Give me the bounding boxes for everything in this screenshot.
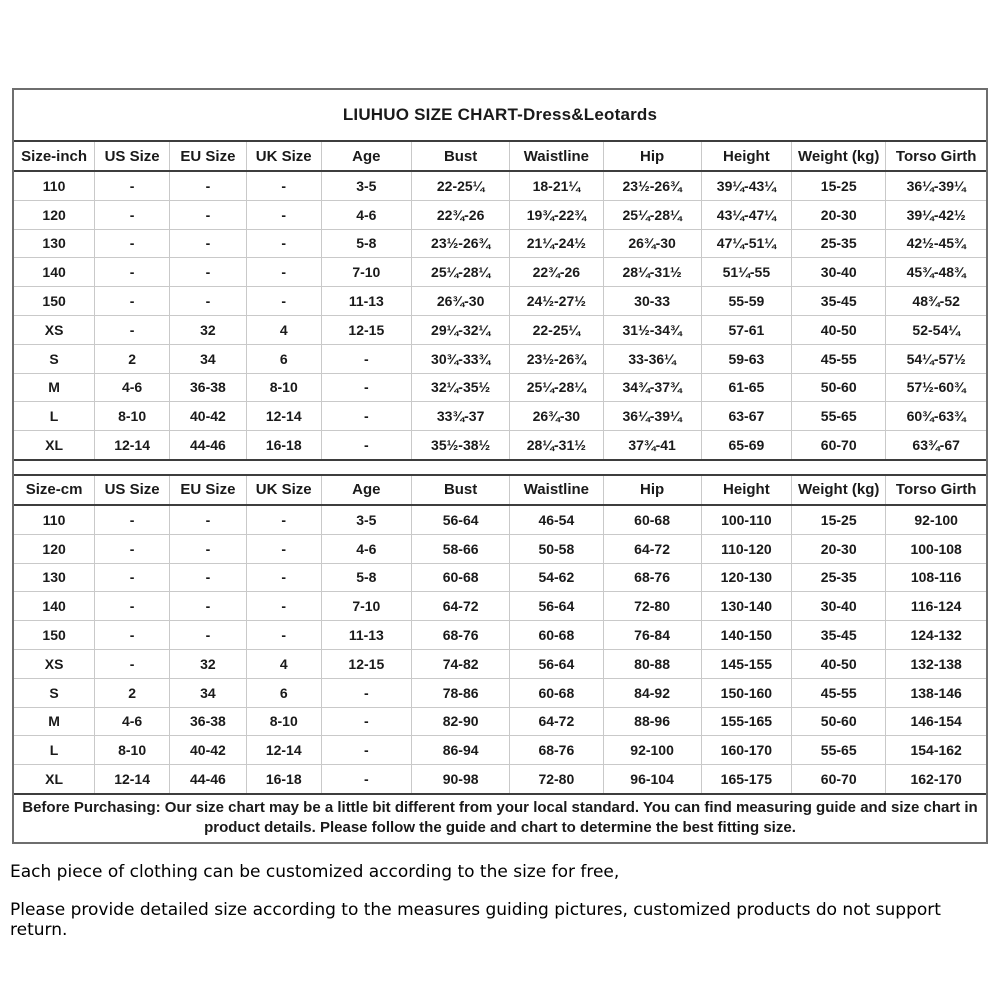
table-cell: - [95, 534, 170, 563]
table-cell: 45-55 [792, 678, 886, 707]
table-row [14, 258, 986, 287]
table-cell: 7-10 [321, 592, 411, 621]
table-cell: 92-100 [603, 736, 701, 765]
table-cell: 11-13 [321, 287, 411, 316]
table-cell: 160-170 [701, 736, 791, 765]
column-header-age: Age [321, 142, 411, 171]
table-cell: 39¼-43¼ [701, 171, 791, 200]
table-cell: 65-69 [701, 431, 791, 460]
table-cell: - [95, 563, 170, 592]
table-cell: 7-10 [321, 258, 411, 287]
table-cell: 25-35 [792, 229, 886, 258]
column-header-uk-size: UK Size [246, 476, 321, 505]
table-cell: 22¾-26 [510, 258, 603, 287]
table-cell: 12-14 [95, 765, 170, 794]
table-cell: M [14, 707, 95, 736]
table-cell: 22¾-26 [412, 200, 510, 229]
table-cell: - [321, 678, 411, 707]
inch-header-row [14, 142, 986, 171]
table-cell: 90-98 [412, 765, 510, 794]
table-cell: 28¼-31½ [510, 431, 603, 460]
table-cell: - [246, 534, 321, 563]
table-cell: - [246, 229, 321, 258]
table-cell: 130 [14, 563, 95, 592]
table-cell: 56-64 [412, 505, 510, 534]
table-cell: 54-62 [510, 563, 603, 592]
table-cell: - [170, 200, 247, 229]
table-cell: - [321, 707, 411, 736]
table-cell: 33-36¼ [603, 344, 701, 373]
table-cell: 76-84 [603, 621, 701, 650]
table-cell: 44-46 [170, 765, 247, 794]
table-cell: - [95, 505, 170, 534]
table-row [14, 505, 986, 534]
table-cell: 64-72 [412, 592, 510, 621]
table-cell: 30-33 [603, 287, 701, 316]
table-cell: 48¾-52 [886, 287, 986, 316]
table-cell: 25¼-28¼ [412, 258, 510, 287]
table-cell: 3-5 [321, 171, 411, 200]
table-cell: 60-68 [510, 678, 603, 707]
table-cell: 23½-26¾ [412, 229, 510, 258]
table-cell: - [246, 621, 321, 650]
table-cell: 138-146 [886, 678, 986, 707]
table-row [14, 649, 986, 678]
table-cell: 60-70 [792, 431, 886, 460]
table-row [14, 373, 986, 402]
table-cell: 34 [170, 678, 247, 707]
table-cell: 150 [14, 287, 95, 316]
table-cell: 8-10 [246, 373, 321, 402]
table-cell: 32¼-35½ [412, 373, 510, 402]
table-cell: XS [14, 315, 95, 344]
table-cell: 22-25¼ [510, 315, 603, 344]
table-cell: - [246, 258, 321, 287]
table-cell: 43¼-47¼ [701, 200, 791, 229]
table-cell: S [14, 678, 95, 707]
table-cell: 140-150 [701, 621, 791, 650]
column-header-torso-girth: Torso Girth [886, 142, 986, 171]
table-cell: 57-61 [701, 315, 791, 344]
table-cell: 46-54 [510, 505, 603, 534]
table-cell: 140 [14, 592, 95, 621]
table-cell: 60-68 [412, 563, 510, 592]
table-cell: 4-6 [95, 707, 170, 736]
table-cell: 30¾-33¾ [412, 344, 510, 373]
table-cell: 116-124 [886, 592, 986, 621]
table-cell: 130-140 [701, 592, 791, 621]
table-cell: 32 [170, 649, 247, 678]
table-cell: 108-116 [886, 563, 986, 592]
table-cell: 22-25¼ [412, 171, 510, 200]
table-cell: 56-64 [510, 592, 603, 621]
table-cell: 19¾-22¾ [510, 200, 603, 229]
table-cell: 52-54¼ [886, 315, 986, 344]
table-cell: 100-108 [886, 534, 986, 563]
table-cell: 4-6 [321, 200, 411, 229]
table-cell: - [321, 373, 411, 402]
table-cell: 50-58 [510, 534, 603, 563]
table-cell: - [95, 315, 170, 344]
table-cell: 4 [246, 315, 321, 344]
table-cell: 16-18 [246, 431, 321, 460]
table-cell: 8-10 [246, 707, 321, 736]
table-cell: 64-72 [603, 534, 701, 563]
column-header-hip: Hip [603, 142, 701, 171]
table-cell: 26¾-30 [510, 402, 603, 431]
table-cell: - [321, 402, 411, 431]
table-cell: 130 [14, 229, 95, 258]
table-cell: 51¼-55 [701, 258, 791, 287]
table-cell: 45¾-48¾ [886, 258, 986, 287]
table-cell: - [321, 736, 411, 765]
table-cell: 110-120 [701, 534, 791, 563]
table-cell: - [246, 171, 321, 200]
column-header-hip: Hip [603, 476, 701, 505]
table-cell: 8-10 [95, 402, 170, 431]
customization-note-line2: Please provide detailed size according to the measures guiding pictures, customized products do not support return. [10, 900, 941, 940]
table-row [14, 592, 986, 621]
table-cell: M [14, 373, 95, 402]
table-cell: 12-15 [321, 315, 411, 344]
table-row [14, 765, 986, 794]
table-cell: 5-8 [321, 563, 411, 592]
table-cell: 16-18 [246, 765, 321, 794]
table-cell: 72-80 [603, 592, 701, 621]
table-cell: 4-6 [95, 373, 170, 402]
column-header-us-size: US Size [95, 476, 170, 505]
table-cell: 47¼-51¼ [701, 229, 791, 258]
table-cell: 150 [14, 621, 95, 650]
table-cell: 58-66 [412, 534, 510, 563]
table-cell: 8-10 [95, 736, 170, 765]
chart-title: LIUHUO SIZE CHART-Dress&Leotards [14, 90, 986, 142]
table-cell: 55-65 [792, 736, 886, 765]
table-cell: 64-72 [510, 707, 603, 736]
column-header-uk-size: UK Size [246, 142, 321, 171]
table-cell: 86-94 [412, 736, 510, 765]
table-cell: 96-104 [603, 765, 701, 794]
column-header-weight-kg: Weight (kg) [792, 476, 886, 505]
column-header-weight-kg: Weight (kg) [792, 142, 886, 171]
table-cell: 4 [246, 649, 321, 678]
table-cell: 54¼-57½ [886, 344, 986, 373]
table-cell: 60-70 [792, 765, 886, 794]
table-cell: 82-90 [412, 707, 510, 736]
table-cell: 57½-60¾ [886, 373, 986, 402]
table-cell: 78-86 [412, 678, 510, 707]
table-cell: 21¼-24½ [510, 229, 603, 258]
table-cell: 88-96 [603, 707, 701, 736]
table-cell: - [246, 505, 321, 534]
table-cell: - [95, 258, 170, 287]
table-cell: 35½-38½ [412, 431, 510, 460]
table-cell: 60-68 [603, 505, 701, 534]
table-cell: 36¼-39¼ [886, 171, 986, 200]
table-cell: 146-154 [886, 707, 986, 736]
table-cell: 15-25 [792, 505, 886, 534]
table-cell: XS [14, 649, 95, 678]
table-cell: - [321, 431, 411, 460]
table-cell: 29¼-32¼ [412, 315, 510, 344]
table-cell: 154-162 [886, 736, 986, 765]
table-cell: - [95, 229, 170, 258]
customization-note-line1: Each piece of clothing can be customized according to the size for free, [10, 862, 620, 882]
table-cell: 11-13 [321, 621, 411, 650]
table-cell: - [170, 171, 247, 200]
column-header-size-inch: Size-inch [14, 142, 95, 171]
table-row [14, 171, 986, 200]
table-cell: - [170, 258, 247, 287]
table-cell: 40-50 [792, 649, 886, 678]
table-cell: - [170, 229, 247, 258]
table-cell: 56-64 [510, 649, 603, 678]
table-cell: 68-76 [412, 621, 510, 650]
table-cell: XL [14, 431, 95, 460]
table-cell: 155-165 [701, 707, 791, 736]
table-cell: 20-30 [792, 534, 886, 563]
table-cell: 68-76 [603, 563, 701, 592]
table-cell: 50-60 [792, 707, 886, 736]
table-cell: 26¾-30 [603, 229, 701, 258]
table-cell: 42½-45¾ [886, 229, 986, 258]
table-row [14, 621, 986, 650]
table-row [14, 315, 986, 344]
table-cell: 34¾-37¾ [603, 373, 701, 402]
table-row [14, 229, 986, 258]
table-cell: 80-88 [603, 649, 701, 678]
table-cell: 60-68 [510, 621, 603, 650]
table-row [14, 200, 986, 229]
table-cell: 150-160 [701, 678, 791, 707]
table-row [14, 534, 986, 563]
table-cell: 39¼-42½ [886, 200, 986, 229]
table-cell: 2 [95, 678, 170, 707]
table-cell: 26¾-30 [412, 287, 510, 316]
table-cell: 12-14 [246, 736, 321, 765]
table-cell: 25¼-28¼ [510, 373, 603, 402]
table-cell: 140 [14, 258, 95, 287]
table-cell: 55-59 [701, 287, 791, 316]
table-cell: 63¾-67 [886, 431, 986, 460]
table-cell: 33¾-37 [412, 402, 510, 431]
table-cell: 18-21¼ [510, 171, 603, 200]
table-cell: 24½-27½ [510, 287, 603, 316]
table-cell: 30-40 [792, 592, 886, 621]
table-cell: 59-63 [701, 344, 791, 373]
table-cell: 23½-26¾ [510, 344, 603, 373]
column-header-eu-size: EU Size [170, 476, 247, 505]
table-cell: 36-38 [170, 707, 247, 736]
table-cell: 25-35 [792, 563, 886, 592]
size-chart-cm-table [14, 476, 986, 795]
table-cell: 100-110 [701, 505, 791, 534]
table-cell: 12-15 [321, 649, 411, 678]
table-cell: - [170, 534, 247, 563]
column-header-us-size: US Size [95, 142, 170, 171]
table-cell: 36-38 [170, 373, 247, 402]
column-header-eu-size: EU Size [170, 142, 247, 171]
table-cell: 145-155 [701, 649, 791, 678]
table-spacer [14, 461, 986, 476]
column-header-torso-girth: Torso Girth [886, 476, 986, 505]
table-cell: 40-50 [792, 315, 886, 344]
table-cell: 84-92 [603, 678, 701, 707]
size-chart-inch-table [14, 142, 986, 461]
table-cell: 12-14 [95, 431, 170, 460]
table-cell: 72-80 [510, 765, 603, 794]
table-cell: XL [14, 765, 95, 794]
table-cell: 15-25 [792, 171, 886, 200]
size-chart-panel [12, 88, 988, 844]
table-cell: 60¾-63¾ [886, 402, 986, 431]
table-row [14, 563, 986, 592]
table-cell: 35-45 [792, 287, 886, 316]
table-cell: 6 [246, 678, 321, 707]
column-header-bust: Bust [412, 476, 510, 505]
table-cell: 12-14 [246, 402, 321, 431]
table-cell: 63-67 [701, 402, 791, 431]
column-header-size-cm: Size-cm [14, 476, 95, 505]
table-cell: 31½-34¾ [603, 315, 701, 344]
table-cell: 2 [95, 344, 170, 373]
table-cell: 30-40 [792, 258, 886, 287]
table-cell: - [321, 765, 411, 794]
table-cell: 124-132 [886, 621, 986, 650]
table-cell: 165-175 [701, 765, 791, 794]
table-cell: - [95, 200, 170, 229]
table-cell: 23½-26¾ [603, 171, 701, 200]
table-cell: - [95, 171, 170, 200]
table-cell: 132-138 [886, 649, 986, 678]
table-cell: 5-8 [321, 229, 411, 258]
table-cell: - [170, 505, 247, 534]
table-cell: 50-60 [792, 373, 886, 402]
purchase-note: Before Purchasing: Our size chart may be a little bit different from your local standard. You can find measuring guide and size chart in product details. Please follow the guide and chart to determine the best fitting size. [22, 798, 978, 836]
table-cell: 55-65 [792, 402, 886, 431]
table-cell: 3-5 [321, 505, 411, 534]
table-cell: - [246, 563, 321, 592]
table-row [14, 678, 986, 707]
table-row [14, 344, 986, 373]
column-header-waistline: Waistline [510, 142, 603, 171]
table-cell: 4-6 [321, 534, 411, 563]
table-cell: 6 [246, 344, 321, 373]
cm-header-row [14, 476, 986, 505]
table-cell: - [95, 592, 170, 621]
table-cell: S [14, 344, 95, 373]
table-cell: 34 [170, 344, 247, 373]
table-cell: - [95, 649, 170, 678]
column-header-height: Height [701, 476, 791, 505]
table-cell: 120-130 [701, 563, 791, 592]
table-cell: - [170, 592, 247, 621]
table-cell: L [14, 402, 95, 431]
table-cell: 44-46 [170, 431, 247, 460]
table-cell: 110 [14, 171, 95, 200]
customization-notes [10, 862, 990, 958]
column-header-waistline: Waistline [510, 476, 603, 505]
table-cell: - [95, 287, 170, 316]
table-cell: 45-55 [792, 344, 886, 373]
table-cell: 120 [14, 200, 95, 229]
table-cell: 40-42 [170, 402, 247, 431]
table-cell: 35-45 [792, 621, 886, 650]
table-cell: - [246, 200, 321, 229]
table-cell: 92-100 [886, 505, 986, 534]
column-header-age: Age [321, 476, 411, 505]
table-cell: 37¾-41 [603, 431, 701, 460]
table-cell: 68-76 [510, 736, 603, 765]
table-cell: 20-30 [792, 200, 886, 229]
table-cell: L [14, 736, 95, 765]
table-cell: 61-65 [701, 373, 791, 402]
table-row [14, 431, 986, 460]
table-cell: - [246, 592, 321, 621]
column-header-height: Height [701, 142, 791, 171]
table-cell: - [170, 621, 247, 650]
table-row [14, 707, 986, 736]
table-row [14, 287, 986, 316]
table-cell: - [170, 287, 247, 316]
table-cell: 32 [170, 315, 247, 344]
column-header-bust: Bust [412, 142, 510, 171]
table-cell: 120 [14, 534, 95, 563]
table-cell: - [246, 287, 321, 316]
table-cell: - [170, 563, 247, 592]
table-cell: 110 [14, 505, 95, 534]
table-cell: - [95, 621, 170, 650]
table-cell: 74-82 [412, 649, 510, 678]
table-cell: 40-42 [170, 736, 247, 765]
table-cell: - [321, 344, 411, 373]
table-cell: 36¼-39¼ [603, 402, 701, 431]
table-cell: 25¼-28¼ [603, 200, 701, 229]
table-cell: 28¼-31½ [603, 258, 701, 287]
table-cell: 162-170 [886, 765, 986, 794]
table-row [14, 402, 986, 431]
table-row [14, 736, 986, 765]
